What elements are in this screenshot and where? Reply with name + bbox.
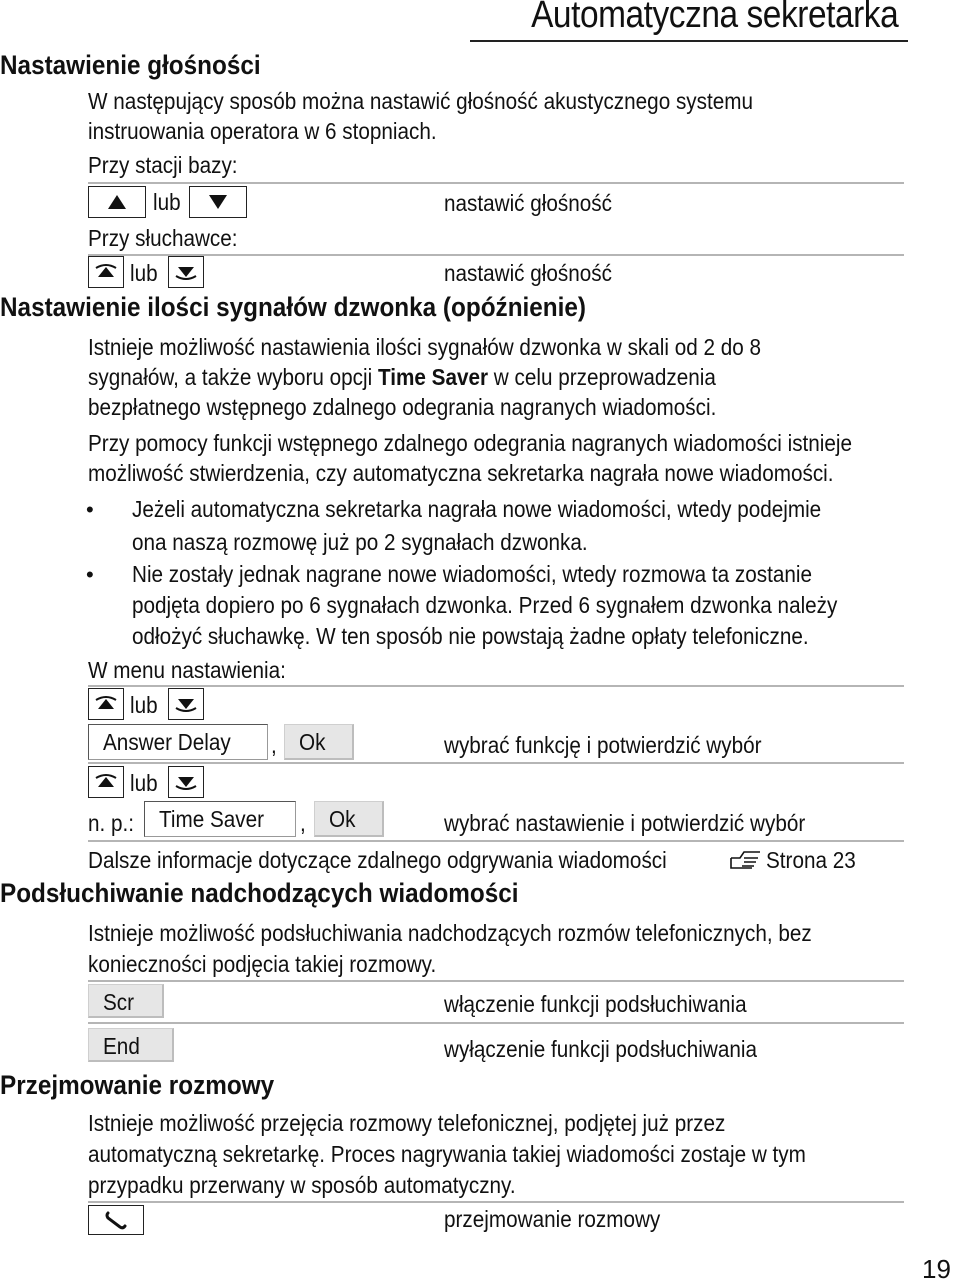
screening-p-line1: Istnieje możliwość podsłuchiwania nadchodzących rozmów telefonicznych, bez [88,920,812,946]
nav-up-icon [94,694,118,714]
row-rule [88,762,904,764]
row-rule [88,182,904,184]
section-heading-volume: Nastawienie głośności [0,50,261,80]
or-text: lub [153,189,181,215]
volume-intro-line2: instruowania operatora w 6 stopniach. [88,118,437,144]
row-rule [88,685,904,687]
select-setting-action: wybrać nastawienie i potwierdzić wybór [444,810,806,836]
screening-off-action: wyłączenie funkcji podsłuchiwania [444,1036,757,1062]
bullet2-line2: podjęta dopiero po 6 sygnałach dzwonka. Przed 6 sygnałem dzwonka należy [132,592,838,618]
ring-delay-p1-line3: bezpłatnego wstępnego zdalnego odegrania nagranych wiadomości. [88,394,717,420]
talk-key[interactable] [88,1205,144,1235]
nav-down-key[interactable] [168,256,204,288]
row-rule [88,1201,904,1203]
nav-up-key[interactable] [88,256,124,288]
bullet2-line1: Nie zostały jednak nagrane nowe wiadomości, wtedy rozmowa ta zostanie [132,561,813,587]
comma: , [271,732,277,758]
arrow-up-icon [107,194,127,210]
bullet1-line1: Jeżeli automatyczna sekretarka nagrała nowe wiadomości, wtedy podejmie [132,496,822,522]
takeover-p-line3: przypadku przerwany w sposób automatyczny. [88,1172,516,1198]
bullet: • [86,562,94,587]
section-heading-ring-delay: Nastawienie ilości sygnałów dzwonka (opóźnienie) [0,292,587,322]
base-station-label: Przy stacji bazy: [88,152,238,178]
ring-delay-p2-line2: możliwość stwierdzenia, czy automatyczna sekretarka nagrała nowe wiadomości. [88,460,834,486]
title-rule [470,40,908,42]
answer-delay-softkey[interactable]: Answer Delay [88,724,268,760]
handset-icon [103,1210,129,1230]
more-info-text: Dalsze informacje dotyczące zdalnego odgrywania wiadomości [88,847,667,873]
bullet: • [86,497,94,522]
nav-up-key[interactable] [88,688,124,720]
nav-down-icon [174,694,198,714]
ring-delay-p1-line2: sygnałów, a także wyboru opcji Time Saver w celu przeprowadzenia [88,364,716,390]
pointing-hand-icon [730,849,762,871]
or-text: lub [130,770,158,796]
handset-label: Przy słuchawce: [88,225,238,251]
takeover-p-line2: automatyczną sekretarkę. Proces nagrywania takiej wiadomości zostaje w tym [88,1141,806,1167]
volume-intro-line1: W następujący sposób można nastawić głośność akustycznego systemu [88,88,754,114]
or-text: lub [130,260,158,286]
or-text: lub [130,692,158,718]
arrow-down-key[interactable] [189,186,247,218]
scr-softkey[interactable]: Scr [88,984,164,1018]
bullet1-line2: ona naszą rozmowę już po 2 sygnałach dzwonka. [132,529,588,555]
example-label: n. p.: [88,810,135,836]
screening-p-line2: konieczności podjęcia takiej rozmowy. [88,951,437,977]
ok-softkey[interactable]: Ok [314,801,384,837]
nav-down-key[interactable] [168,688,204,720]
takeover-p-line1: Istnieje możliwość przejęcia rozmowy telefonicznej, podjętej już przez [88,1110,726,1136]
row-rule [88,254,904,256]
base-volume-action: nastawić głośność [444,190,612,216]
row-rule [88,1022,904,1024]
nav-down-key[interactable] [168,766,204,798]
row-rule [88,980,904,982]
comma: , [300,810,306,836]
end-softkey[interactable]: End [88,1028,174,1062]
section-heading-call-takeover: Przejmowanie rozmowy [0,1070,275,1100]
row-rule [88,840,904,842]
nav-up-key[interactable] [88,766,124,798]
nav-up-icon [94,262,118,282]
nav-down-icon [174,262,198,282]
takeover-action: przejmowanie rozmowy [444,1206,661,1232]
more-info-page-ref: Strona 23 [766,847,856,873]
select-function-action: wybrać funkcję i potwierdzić wybór [444,732,762,758]
screening-on-action: włączenie funkcji podsłuchiwania [444,991,747,1017]
ring-delay-p1-line1: Istnieje możliwość nastawienia ilości sygnałów dzwonka w skali od 2 do 8 [88,334,762,360]
section-heading-call-screening: Podsłuchiwanie nadchodzących wiadomości [0,878,519,908]
menu-settings-label: W menu nastawienia: [88,657,286,683]
time-saver-term: Time Saver [377,364,489,390]
bullet2-line3: odłożyć słuchawkę. W ten sposób nie powstają żadne opłaty telefoniczne. [132,623,809,649]
ring-delay-p2-line1: Przy pomocy funkcji wstępnego zdalnego odegrania nagranych wiadomości istnieje [88,430,853,456]
ok-softkey[interactable]: Ok [284,724,354,760]
page-title: Automatyczna sekretarka [530,0,898,36]
page-number: 19 [922,1254,951,1284]
arrow-down-icon [208,194,228,210]
arrow-up-key[interactable] [88,186,146,218]
nav-up-icon [94,772,118,792]
time-saver-softkey[interactable]: Time Saver [144,801,296,837]
nav-down-icon [174,772,198,792]
handset-volume-action: nastawić głośność [444,260,612,286]
